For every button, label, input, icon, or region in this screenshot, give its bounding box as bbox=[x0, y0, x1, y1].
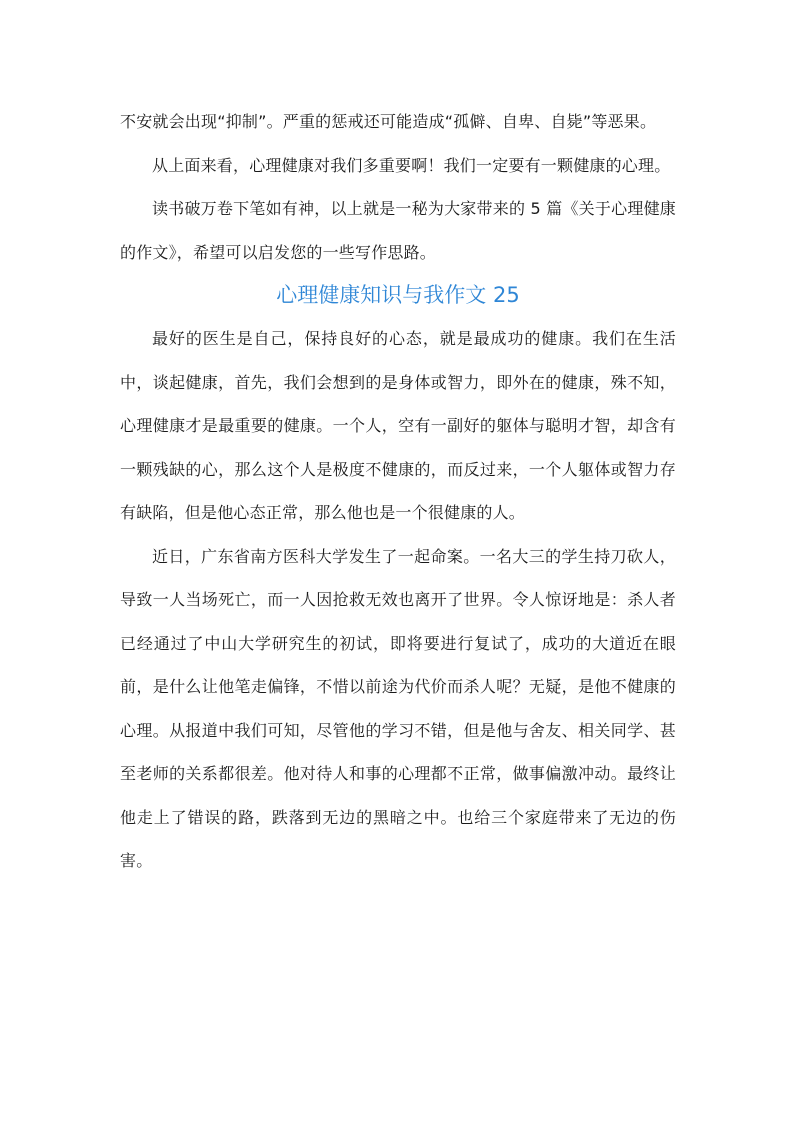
paragraph-closing: 读书破万卷下笔如有神，以上就是一秘为大家带来的 5 篇《关于心理健康的作文》，希望可以启发您的一些写作思路。 bbox=[120, 199, 676, 262]
section-title: 心理健康知识与我作文 25 bbox=[276, 283, 520, 307]
paragraph-best-doctor: 最好的医生是自己，保持良好的心态，就是最成功的健康。我们在生活中，谈起健康，首先，我们会想到的是身体或智力，即外在的健康，殊不知，心理健康才是最重要的健康。一个人，空有一副好的躯体与聪明才智，却含有一颗残缺的心，那么这个人是极度不健康的，而反过来，一个人躯体或智力存有缺陷，但是他心态正常，那么他也是一个很健康的人。 bbox=[120, 329, 676, 522]
paragraph-news-case: 近日，广东省南方医科大学发生了一起命案。一名大三的学生持刀砍人，导致一人当场死亡，而一人因抢救无效也离开了世界。令人惊讶地是：杀人者已经通过了中山大学研究生的初试，即将要进行复试了，成功的大道近在眼前，是什么让他笔走偏锋，不惜以前途为代价而杀人呢？无疑，是他不健康的心理。从报道中我们可知，尽管他的学习不错，但是他与舍友、相关同学、甚至老师的关系都很差。他对待人和事的心理都不正常，做事偏激冲动。最终让他走上了错误的路，跌落到无边的黑暗之中。也给三个家庭带来了无边的伤害。 bbox=[120, 546, 676, 870]
paragraph-continuation: 不安就会出现“抑制”。严重的惩戒还可能造成“孤僻、自卑、自毙”等恶果。 bbox=[120, 112, 657, 131]
paragraph-importance: 从上面来看，心理健康对我们多重要啊！我们一定要有一颗健康的心理。 bbox=[152, 155, 671, 175]
document-body bbox=[120, 100, 676, 883]
